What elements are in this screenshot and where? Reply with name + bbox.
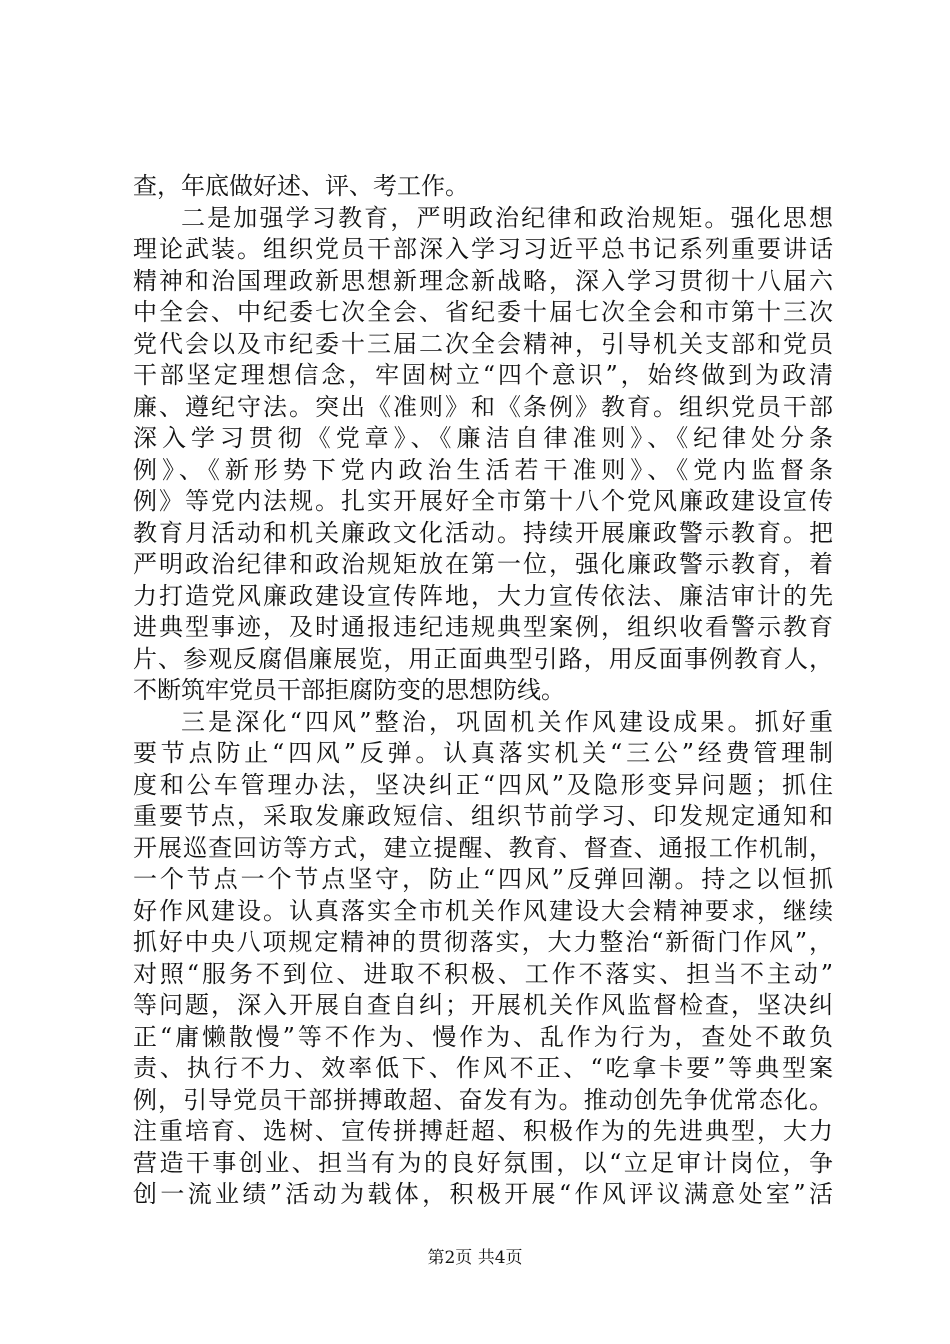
text-line: 抓好中央八项规定精神的贯彻落实，大力整治“新衙门作风”， <box>133 928 833 956</box>
text-line: 例》、《新形势下党内政治生活若干准则》、《党内监督条 <box>133 455 833 484</box>
text-line: 进典型事迹，及时通报违纪违规典型案例，组织收看警示教育 <box>133 613 833 641</box>
text-line: 开展巡查回访等方式，建立提醒、教育、督查、通报工作机制， <box>133 833 833 862</box>
document-body <box>133 171 833 1211</box>
text-line: 片、参观反腐倡廉展览，用正面典型引路，用反面事例教育人， <box>133 644 833 673</box>
text-line: 要节点防止“四风”反弹。认真落实机关“三公”经费管理制 <box>133 739 833 767</box>
text-line: 对照“服务不到位、进取不积极、工作不落实、担当不主动” <box>133 959 833 988</box>
text-line: 正“庸懒散慢”等不作为、慢作为、乱作为行为，查处不敢负 <box>133 1022 833 1051</box>
text-line: 等问题，深入开展自查自纠；开展机关作风监督检查，坚决纠 <box>133 991 833 1019</box>
page-footer <box>0 1243 950 1268</box>
text-line: 重要节点，采取发廉政短信、组织节前学习、印发规定通知和 <box>133 802 833 830</box>
text-line: 理论武装。组织党员干部深入学习习近平总书记系列重要讲话 <box>133 235 833 263</box>
text-line: 度和公车管理办法，坚决纠正“四风”及隐形变异问题；抓住 <box>133 770 833 799</box>
text-line: 好作风建设。认真落实全市机关作风建设大会精神要求，继续 <box>133 896 833 925</box>
text-line: 例》等党内法规。扎实开展好全市第十八个党风廉政建设宣传 <box>133 487 833 515</box>
text-line: 中全会、中纪委七次全会、省纪委十届七次全会和市第十三次 <box>133 298 833 326</box>
text-line: 干部坚定理想信念，牢固树立“四个意识”，始终做到为政清 <box>133 361 833 389</box>
text-line: 严明政治纪律和政治规矩放在第一位，强化廉政警示教育，着 <box>133 550 833 578</box>
text-line: 不断筑牢党员干部拒腐防变的思想防线。 <box>133 676 565 704</box>
text-line: 营造干事创业、担当有为的良好氛围，以“立足审计岗位，争 <box>133 1148 833 1177</box>
text-line: 二是加强学习教育，严明政治纪律和政治规矩。强化思想 <box>181 203 833 232</box>
text-line: 党代会以及市纪委十三届二次全会精神，引导机关支部和党员 <box>133 329 833 358</box>
text-line: 精神和治国理政新思想新理念新战略，深入学习贯彻十八届六 <box>133 266 833 295</box>
page-number: 第2页 共4页 <box>427 1248 523 1268</box>
text-line: 例，引导党员干部拼搏敢超、奋发有为。推动创先争优常态化。 <box>133 1085 833 1114</box>
text-line: 力打造党风廉政建设宣传阵地，大力宣传依法、廉洁审计的先 <box>133 581 833 610</box>
text-line: 一个节点一个节点坚守，防止“四风”反弹回潮。持之以恒抓 <box>133 865 833 893</box>
text-line: 责、执行不力、效率低下、作风不正、“吃拿卡要”等典型案 <box>133 1054 833 1082</box>
text-line: 三是深化“四风”整治，巩固机关作风建设成果。抓好重 <box>181 707 833 736</box>
text-line: 创一流业绩”活动为载体，积极开展“作风评议满意处室”活 <box>133 1180 833 1208</box>
text-line: 深入学习贯彻《党章》、《廉洁自律准则》、《纪律处分条 <box>133 424 833 452</box>
text-line: 教育月活动和机关廉政文化活动。持续开展廉政警示教育。把 <box>133 518 833 547</box>
text-line: 注重培育、选树、宣传拼搏赶超、积极作为的先进典型，大力 <box>133 1117 833 1145</box>
text-line: 廉、遵纪守法。突出《准则》和《条例》教育。组织党员干部 <box>133 392 833 421</box>
text-line: 查，年底做好述、评、考工作。 <box>133 172 469 200</box>
